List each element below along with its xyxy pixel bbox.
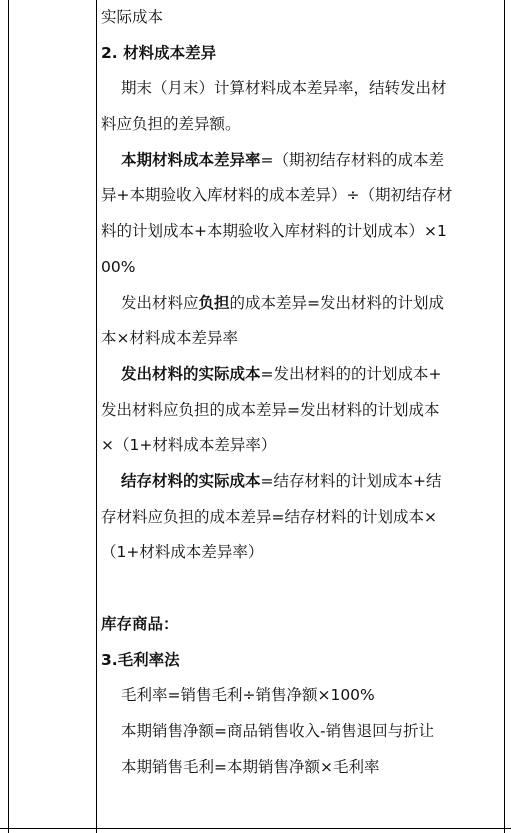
text-line: 期末（月末）计算材料成本差异率，结转发出材 xyxy=(121,79,447,98)
formula-term: 本期材料成本差异率 xyxy=(121,150,261,169)
text-line: 异+本期验收入库材料的成本差异）÷（期初结存材 xyxy=(101,186,453,205)
section-heading: 2. 材料成本差异 xyxy=(101,43,217,62)
table-cell-content xyxy=(101,0,505,785)
formula-line xyxy=(101,143,505,179)
section-heading: 库存商品： xyxy=(101,615,179,633)
text-line: 00% xyxy=(101,257,136,276)
formula-line xyxy=(101,286,505,322)
text-line: 发出材料应负担的成本差异=发出材料的计划成本 xyxy=(101,400,440,419)
text-line: 实际成本 xyxy=(101,8,164,26)
formula-text: =（期初结存材料的成本差 xyxy=(260,150,445,169)
table-border-bottom xyxy=(0,828,511,829)
formula-term: 负担 xyxy=(198,293,230,312)
text-line: 本×材料成本差异率 xyxy=(101,329,238,348)
text-line: （1+材料成本差异率） xyxy=(101,543,264,562)
text-line: 存材料应负担的成本差异=结存材料的计划成本× xyxy=(101,507,437,526)
column-divider xyxy=(96,0,97,833)
formula-line xyxy=(101,357,505,393)
formula-line: 毛利率=销售毛利÷销售净额×100% xyxy=(121,686,375,705)
text-line: 料的计划成本+本期验收入库材料的计划成本）×1 xyxy=(101,222,447,241)
formula-text: 的成本差异=发出材料的计划成 xyxy=(229,293,445,312)
text-line: ×（1+材料成本差异率） xyxy=(101,436,277,455)
formula-line xyxy=(101,464,505,500)
text-line: 料应负担的差异额。 xyxy=(101,115,241,134)
formula-term: 发出材料的实际成本 xyxy=(121,364,261,383)
formula-line: 本期销售毛利=本期销售净额×毛利率 xyxy=(121,757,380,776)
formula-text: 发出材料应 xyxy=(121,293,199,312)
formula-text: =发出材料的的计划成本+ xyxy=(260,364,442,383)
formula-text: =结存材料的计划成本+结 xyxy=(260,471,442,490)
table-border-left xyxy=(8,0,9,833)
section-heading: 3.毛利率法 xyxy=(101,650,180,669)
formula-term: 结存材料的实际成本 xyxy=(121,471,261,490)
formula-line: 本期销售净额=商品销售收入-销售退回与折让 xyxy=(121,722,435,741)
blank-line xyxy=(101,571,505,607)
